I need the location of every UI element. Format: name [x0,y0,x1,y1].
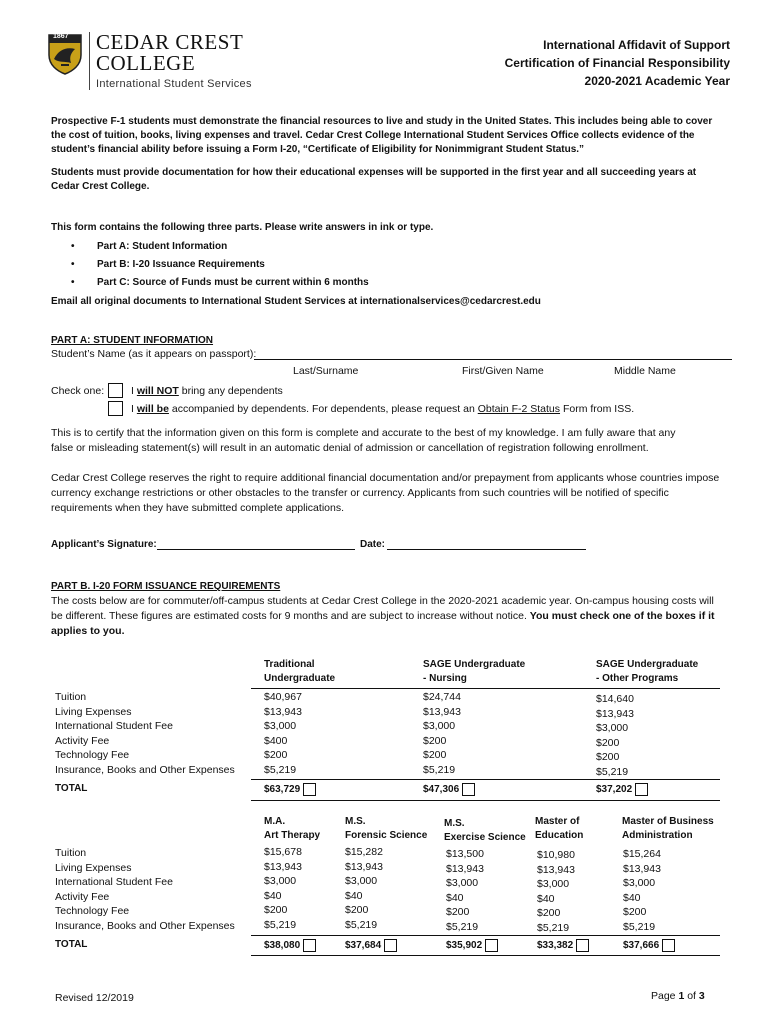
total-value: $37,684 [345,939,397,952]
list-item: • Part A: Student Information [71,238,369,256]
row-labels: Tuition Living Expenses International Student Fee Activity Fee Technology Fee Insurance, Books and Other Expenses [55,847,235,932]
email-instruction: Email all original documents to International Student Services at internationalservices@cedarcrest.edu [51,296,541,307]
column-header: M.S. Exercise Science [444,818,526,843]
forensic-science-checkbox[interactable] [384,939,397,952]
column-header: Traditional Undergraduate [264,659,336,684]
values-column: $15,282 $13,943 $3,000 $40 $200 $5,219 [345,846,383,931]
values-column: $24,744 $13,943 $3,000 $200 $200 $5,219 [423,691,461,776]
signature-label: Applicant’s Signature: [51,539,157,550]
values-column: $13,500 $13,943 $3,000 $40 $200 $5,219 [446,848,484,933]
sage-nursing-checkbox[interactable] [462,783,475,796]
intro-paragraph-2: Students must provide documentation for how their educational expenses will be supported in the first year and all succeeding years at Cedar Crest College. [51,167,697,192]
traditional-undergrad-checkbox[interactable] [303,783,316,796]
part-a-heading: PART A: STUDENT INFORMATION [51,335,214,346]
art-therapy-checkbox[interactable] [303,939,316,952]
part-b-heading: PART B. I-20 FORM ISSUANCE REQUIREMENTS [51,581,281,592]
table-divider [251,955,720,956]
row-labels: Tuition Living Expenses International Student Fee Activity Fee Technology Fee Insurance, Books and Other Expenses [55,691,235,776]
values-column: $40,967 $13,943 $3,000 $400 $200 $5,219 [264,691,302,776]
intro-paragraph-1: Prospective F-1 students must demonstrate the financial resources to live and study in the United States. This includes being able to cover the cost of tuition, books, living expenses and travel. Cedar Crest College International Student Services Office collects evidence of the student’s financial ability before issuing a Form I-20, “Certificate of Eligibility for Nonimmigrant Student Status.” [51,116,713,155]
revised-date: Revised 12/2019 [55,992,134,1004]
education-checkbox[interactable] [576,939,589,952]
column-header: Master of Education [535,816,584,841]
date-input-line[interactable] [387,549,586,550]
list-item: • Part B: I-20 Issuance Requirements [71,256,369,274]
total-value: $38,080 [264,939,316,952]
column-header: M.S. Forensic Science [345,816,428,841]
values-column: $10,980 $13,943 $3,000 $40 $200 $5,219 [537,849,575,934]
column-header: SAGE Undergraduate - Nursing [423,659,526,684]
exercise-science-checkbox[interactable] [485,939,498,952]
sage-other-checkbox[interactable] [635,783,648,796]
middle-name-caption: Middle Name [614,365,676,377]
parts-list [71,238,369,292]
no-dependents-label: I will NOT bring any dependents [131,385,283,397]
certification-statement: This is to certify that the information given on this form is complete and accurate to the best of my knowledge. I am fully aware that any false or misleading statement(s) will result in an automatic denial of admission or cancellation of registration following enrollment. [51,427,676,454]
page-number: Page 1 of 3 [651,990,705,1002]
reservation-statement: Cedar Crest College reserves the right to require additional financial documentation and/or prepayment from applicants whose countries impose currency exchange restrictions or other obstacles to the transfer or currency. Applicants from such countries will be notified of specific requirements when they have submitted complete applications. [51,472,720,514]
values-column: $14,640 $13,943 $3,000 $200 $200 $5,219 [596,693,634,778]
with-dependents-label: I will be accompanied by dependents. For dependents, please request an Obtain F-2 Status Form from ISS. [131,403,635,415]
check-one-label: Check one: [51,385,105,397]
document-title [505,36,730,90]
logo-year: 1867 [53,33,69,40]
column-header: M.A. Art Therapy [264,816,321,841]
first-name-caption: First/Given Name [462,365,544,377]
total-value: $33,382 [537,939,589,952]
list-item: • Part C: Source of Funds must be current within 6 months [71,274,369,292]
total-label: TOTAL [55,783,88,794]
part-b-description: The costs below are for commuter/off-campus students at Cedar Crest College in the 2020-2021 academic year. On-campus housing costs will be different. These figures are estimated costs for 9 months and are subject to increase without notice. You must check one of the boxes if it applies to you. [51,595,715,637]
student-name-input-line[interactable] [254,359,732,360]
intro-paragraph-3: This form contains the following three parts. Please write answers in ink or type. [51,222,434,233]
last-name-caption: Last/Surname [293,365,359,377]
table-divider [251,779,720,780]
values-column: $15,678 $13,943 $3,000 $40 $200 $5,219 [264,846,302,931]
column-header: SAGE Undergraduate - Other Programs [596,659,699,684]
table-divider [251,688,720,689]
title-line-1: International Affidavit of Support [543,38,730,52]
signature-input-line[interactable] [157,549,355,550]
total-label: TOTAL [55,939,88,950]
no-dependents-checkbox[interactable] [108,383,123,398]
values-column: $15,264 $13,943 $3,000 $40 $200 $5,219 [623,848,661,933]
mba-checkbox[interactable] [662,939,675,952]
title-line-2: Certification of Financial Responsibility [504,56,730,70]
student-name-label: Student’s Name (as it appears on passport): [51,348,257,360]
total-value: $63,729 [264,783,316,796]
with-dependents-checkbox[interactable] [108,401,123,416]
logo-subtitle: International Student Services [96,78,252,90]
date-label: Date: [360,539,386,550]
table-divider [251,935,720,936]
total-value: $37,202 [596,783,648,796]
column-header: Master of Business Administration [622,816,714,841]
f2-status-link[interactable]: Obtain F-2 Status [477,403,561,415]
total-value: $35,902 [446,939,498,952]
title-line-3: 2020-2021 Academic Year [584,74,730,88]
table-divider [251,800,720,801]
total-value: $37,666 [623,939,675,952]
logo-name: CEDAR CREST COLLEGE [96,30,244,75]
logo-divider [89,32,90,90]
total-value: $47,306 [423,783,475,796]
